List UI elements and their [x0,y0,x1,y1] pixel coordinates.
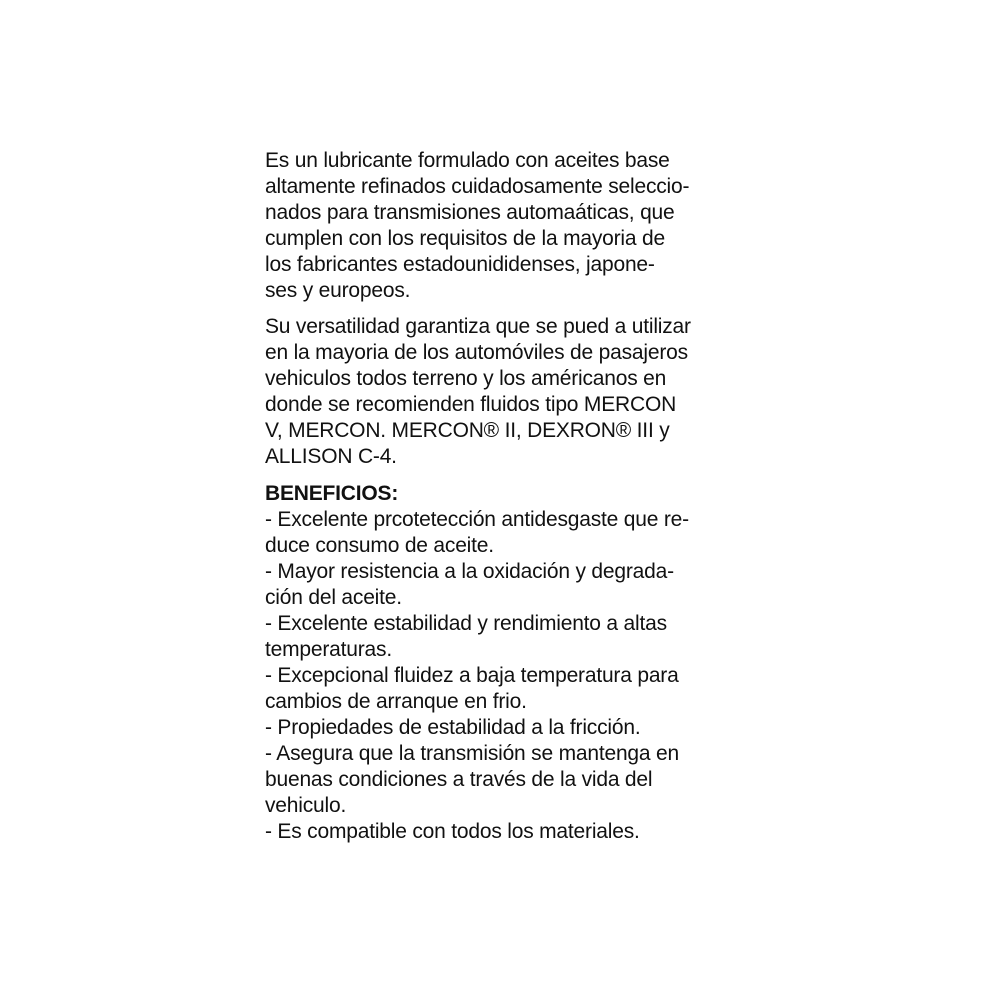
versatility-line: Su versatilidad garantiza que se pued a utilizar [265,315,691,338]
benefit-line: - Asegura que la transmisión se mantenga en [265,742,679,765]
benefit-line: - Mayor resistencia a la oxidación y degrada- [265,560,674,583]
benefit-line: buenas condiciones a través de la vida del [265,768,653,791]
benefit-item [265,611,755,663]
intro-line: Es un lubricante formulado con aceites base [265,149,670,172]
intro-line: altamente refinados cuidadosamente seleccio- [265,175,690,198]
versatility-line: donde se recomienden fluidos tipo MERCON [265,393,677,416]
benefit-item [265,559,755,611]
versatility-line: V, MERCON. MERCON® II, DEXRON® III y [265,419,670,442]
intro-line: cumplen con los requisitos de la mayoria de [265,227,665,250]
versatility-line: ALLISON C-4. [265,445,397,468]
intro-line: los fabricantes estadounididenses, japone- [265,253,655,276]
benefit-line: ción del aceite. [265,586,402,609]
benefits-section [265,481,755,845]
intro-line: ses y europeos. [265,279,411,302]
benefit-line: - Excelente prcotetección antidesgaste que re- [265,508,689,531]
benefit-item [265,507,755,559]
benefit-line: vehiculo. [265,794,347,817]
versatility-paragraph [265,314,755,470]
benefit-item [265,663,755,715]
benefits-heading: BENEFICIOS: [265,482,399,505]
benefit-line: temperaturas. [265,638,392,661]
benefit-line: duce consumo de aceite. [265,534,494,557]
versatility-line: vehiculos todos terreno y los américanos en [265,367,667,390]
benefit-item [265,741,755,819]
intro-paragraph [265,148,755,304]
benefit-item [265,819,755,845]
benefit-line: cambios de arranque en frio. [265,690,527,713]
versatility-line: en la mayoria de los automóviles de pasajeros [265,341,688,364]
benefit-line: - Excelente estabilidad y rendimiento a altas [265,612,667,635]
benefit-line: - Propiedades de estabilidad a la fricción. [265,716,641,739]
benefit-line: - Excepcional fluidez a baja temperatura para [265,664,679,687]
benefit-item [265,715,755,741]
benefit-line: - Es compatible con todos los materiales. [265,820,640,843]
intro-line: nados para transmisiones automaáticas, que [265,201,675,224]
